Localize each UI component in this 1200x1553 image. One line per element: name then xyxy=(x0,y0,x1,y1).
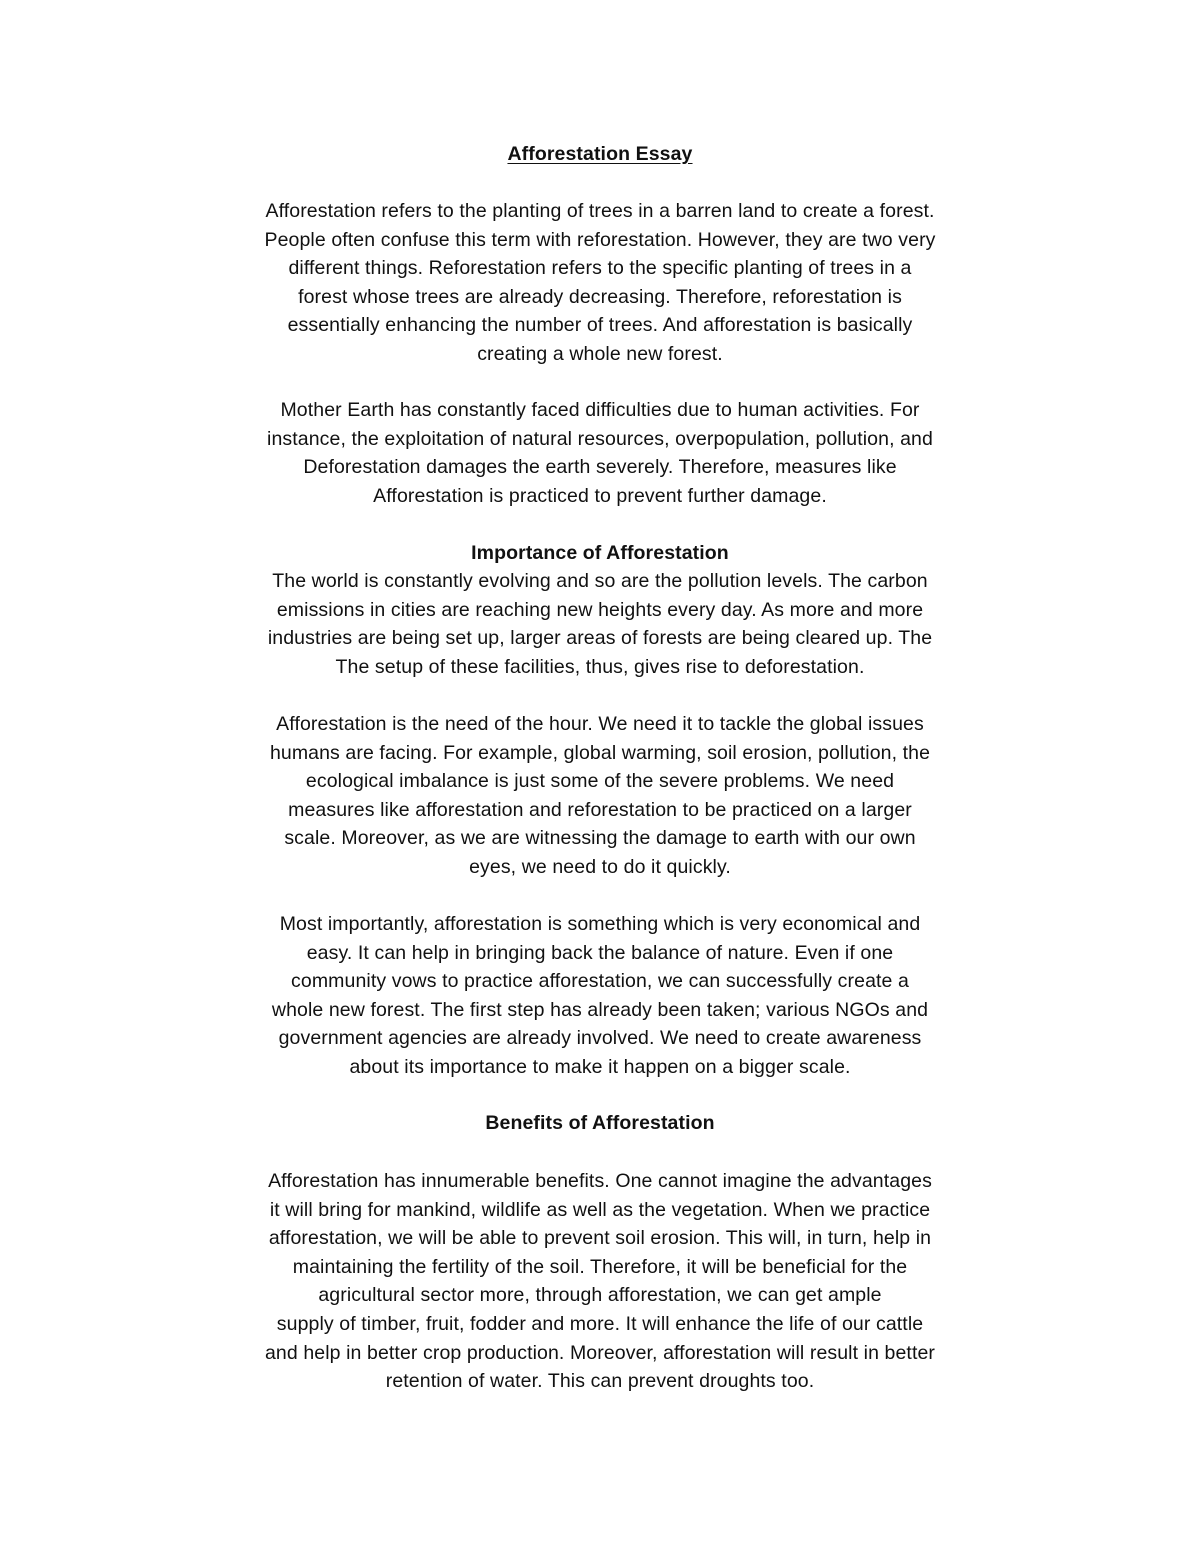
paragraph-line: scale. Moreover, as we are witnessing the damage to earth with our own xyxy=(284,827,916,850)
paragraph-line: Afforestation is practiced to prevent further damage. xyxy=(373,484,827,507)
section-heading: Benefits of Afforestation xyxy=(485,1112,715,1134)
paragraph-line: Most importantly, afforestation is something which is very economical and xyxy=(279,913,921,935)
paragraph-line: Deforestation damages the earth severely. Therefore, measures like xyxy=(303,456,897,479)
paragraph-line: industries are being set up, larger areas of forests are being cleared up. The xyxy=(267,627,933,650)
paragraph-line: maintaining the fertility of the soil. Therefore, it will be beneficial for the xyxy=(292,1255,908,1278)
paragraph-line: whole new forest. The first step has already been taken; various NGOs and xyxy=(271,998,929,1021)
paragraph-mother-earth xyxy=(0,396,1200,510)
section-heading: Importance of Afforestation xyxy=(471,542,729,564)
paragraph-pollution xyxy=(0,567,1200,681)
paragraph-line: ecological imbalance is just some of the severe problems. We need xyxy=(305,770,895,793)
paragraph-line: retention of water. This can prevent droughts too. xyxy=(385,1370,815,1393)
paragraph-need-of-hour xyxy=(0,710,1200,882)
document-title xyxy=(0,140,1200,169)
paragraph-economical xyxy=(0,910,1200,1082)
paragraph-line: about its importance to make it happen on a bigger scale. xyxy=(349,1055,851,1078)
paragraph-benefits xyxy=(0,1167,1200,1396)
title-text: Afforestation Essay xyxy=(507,143,693,165)
paragraph-line: The setup of these facilities, thus, gives rise to deforestation. xyxy=(335,655,865,678)
paragraph-line: government agencies are already involved. We need to create awareness xyxy=(278,1027,922,1050)
paragraph-line: Mother Earth has constantly faced difficulties due to human activities. For xyxy=(280,399,920,421)
paragraph-line: eyes, we need to do it quickly. xyxy=(469,855,731,878)
paragraph-line: essentially enhancing the number of trees. And afforestation is basically xyxy=(287,314,913,337)
paragraph-line: community vows to practice afforestation, we can successfully create a xyxy=(291,970,909,993)
paragraph-line: Afforestation refers to the planting of trees in a barren land to create a forest. xyxy=(265,200,935,222)
paragraph-line: afforestation, we will be able to prevent soil erosion. This will, in turn, help in xyxy=(268,1227,932,1250)
paragraph-line: different things. Reforestation refers to the specific planting of trees in a xyxy=(288,257,912,280)
paragraph-line: easy. It can help in bringing back the balance of nature. Even if one xyxy=(306,941,894,964)
paragraph-line: agricultural sector more, through afforestation, we can get ample xyxy=(318,1284,882,1307)
paragraph-line: emissions in cities are reaching new heights every day. As more and more xyxy=(276,598,924,621)
paragraph-line: Afforestation is the need of the hour. We need it to tackle the global issues xyxy=(276,713,924,735)
paragraph-line: supply of timber, fruit, fodder and more. It will enhance the life of our cattle xyxy=(276,1312,924,1335)
paragraph-line: forest whose trees are already decreasing. Therefore, reforestation is xyxy=(298,285,902,308)
paragraph-line: humans are facing. For example, global warming, soil erosion, pollution, the xyxy=(269,741,931,764)
paragraph-line: The world is constantly evolving and so are the pollution levels. The carbon xyxy=(272,570,928,592)
paragraph-line: creating a whole new forest. xyxy=(477,342,723,365)
paragraph-line: it will bring for mankind, wildlife as well as the vegetation. When we practice xyxy=(269,1198,931,1221)
paragraph-line: measures like afforestation and reforestation to be practiced on a larger xyxy=(288,798,912,821)
paragraph-definition xyxy=(0,197,1200,369)
paragraph-line: instance, the exploitation of natural resources, overpopulation, pollution, and xyxy=(267,427,933,450)
heading-benefits xyxy=(0,1109,1200,1138)
paragraph-line: and help in better crop production. Moreover, afforestation will result in better xyxy=(264,1341,936,1364)
paragraph-line: Afforestation has innumerable benefits. One cannot imagine the advantages xyxy=(268,1170,932,1192)
paragraph-line: People often confuse this term with reforestation. However, they are two very xyxy=(264,228,936,251)
heading-importance xyxy=(0,539,1200,568)
